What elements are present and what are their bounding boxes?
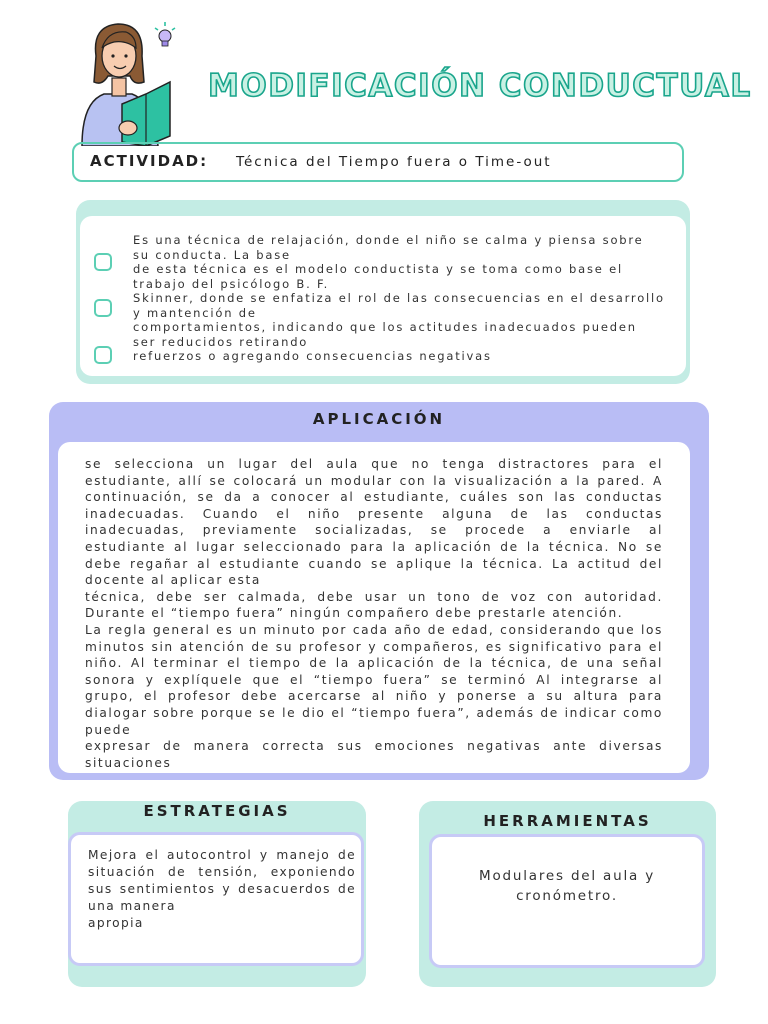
aplicacion-paragraph: se selecciona un lugar del aula que no tenga distractores para el estudiante, allí se colocará un modular con la visualización a la pared. A continuación, se da a conocer al estudiante, cuáles son las conductas inadecuadas. Cuando el niño presente alguna de las conductas inadecuadas, previamente socializadas, se procede a enviarle al estudiante al lugar seleccionado para la aplicación de la técnica. No se debe regañar al estudiante cuando se aplique la técnica. La actitud del docente al aplicar esta xyxy=(85,457,663,588)
lightbulb-icon xyxy=(152,20,178,56)
activity-label: ACTIVIDAD: xyxy=(90,152,209,170)
herramientas-text: Modulares del aula y cronómetro. xyxy=(479,868,655,904)
estrategias-text xyxy=(88,847,356,932)
herramientas-title: HERRAMIENTAS xyxy=(483,812,652,830)
description-line: Es una técnica de relajación, donde el niño se calma y piensa sobre su conducta. La base xyxy=(133,233,644,262)
activity-value: Técnica del Tiempo fuera o Time-out xyxy=(236,154,552,170)
aplicacion-paragraph: técnica, debe ser calmada, debe usar un tono de voz con autoridad. Durante el “tiempo fuera” ningún compañero debe prestarle atención. xyxy=(85,589,663,621)
estrategias-title: ESTRATEGIAS xyxy=(143,802,291,820)
description-text xyxy=(133,233,665,364)
description-line: de esta técnica es el modelo conductista y se toma como base el trabajo del psicólogo B. F. xyxy=(133,262,623,291)
page-title: MODIFICACIÓN CONDUCTUAL xyxy=(208,68,752,104)
aplicacion-paragraph: La regla general es un minuto por cada año de edad, considerando que los minutos sin atención de su profesor y compañeros, es significativo para el niño. Al terminar el tiempo de la aplicación de la técnica, de una señal sonora y explíquele que el “tiempo fuera” se terminó Al integrarse al grupo, el profesor debe acercarse al niño y ponerse a su altura para dialogar sobre porque se le dio el “tiempo fuera”, además de indicar como puede xyxy=(85,622,663,737)
estrategias-line: Mejora el autocontrol y manejo de situación de tensión, exponiendo sus sentimientos y desacuerdos de una manera xyxy=(88,848,356,913)
checkbox-icon[interactable] xyxy=(94,346,112,364)
aplicacion-paragraph: expresar de manera correcta sus emociones negativas ante diversas situaciones xyxy=(85,739,663,770)
checkbox-icon[interactable] xyxy=(94,253,112,271)
description-line: Skinner, donde se enfatiza el rol de las consecuencias en el desarrollo y mantención de xyxy=(133,291,665,320)
description-line: refuerzos o agregando consecuencias negativas xyxy=(133,349,492,363)
aplicacion-text xyxy=(85,456,663,771)
estrategias-line: apropia xyxy=(88,916,144,930)
description-line: comportamientos, indicando que los actitudes inadecuados pueden ser reducidos retirando xyxy=(133,320,637,349)
aplicacion-title: APLICACIÓN xyxy=(312,410,446,428)
checkbox-icon[interactable] xyxy=(94,299,112,317)
